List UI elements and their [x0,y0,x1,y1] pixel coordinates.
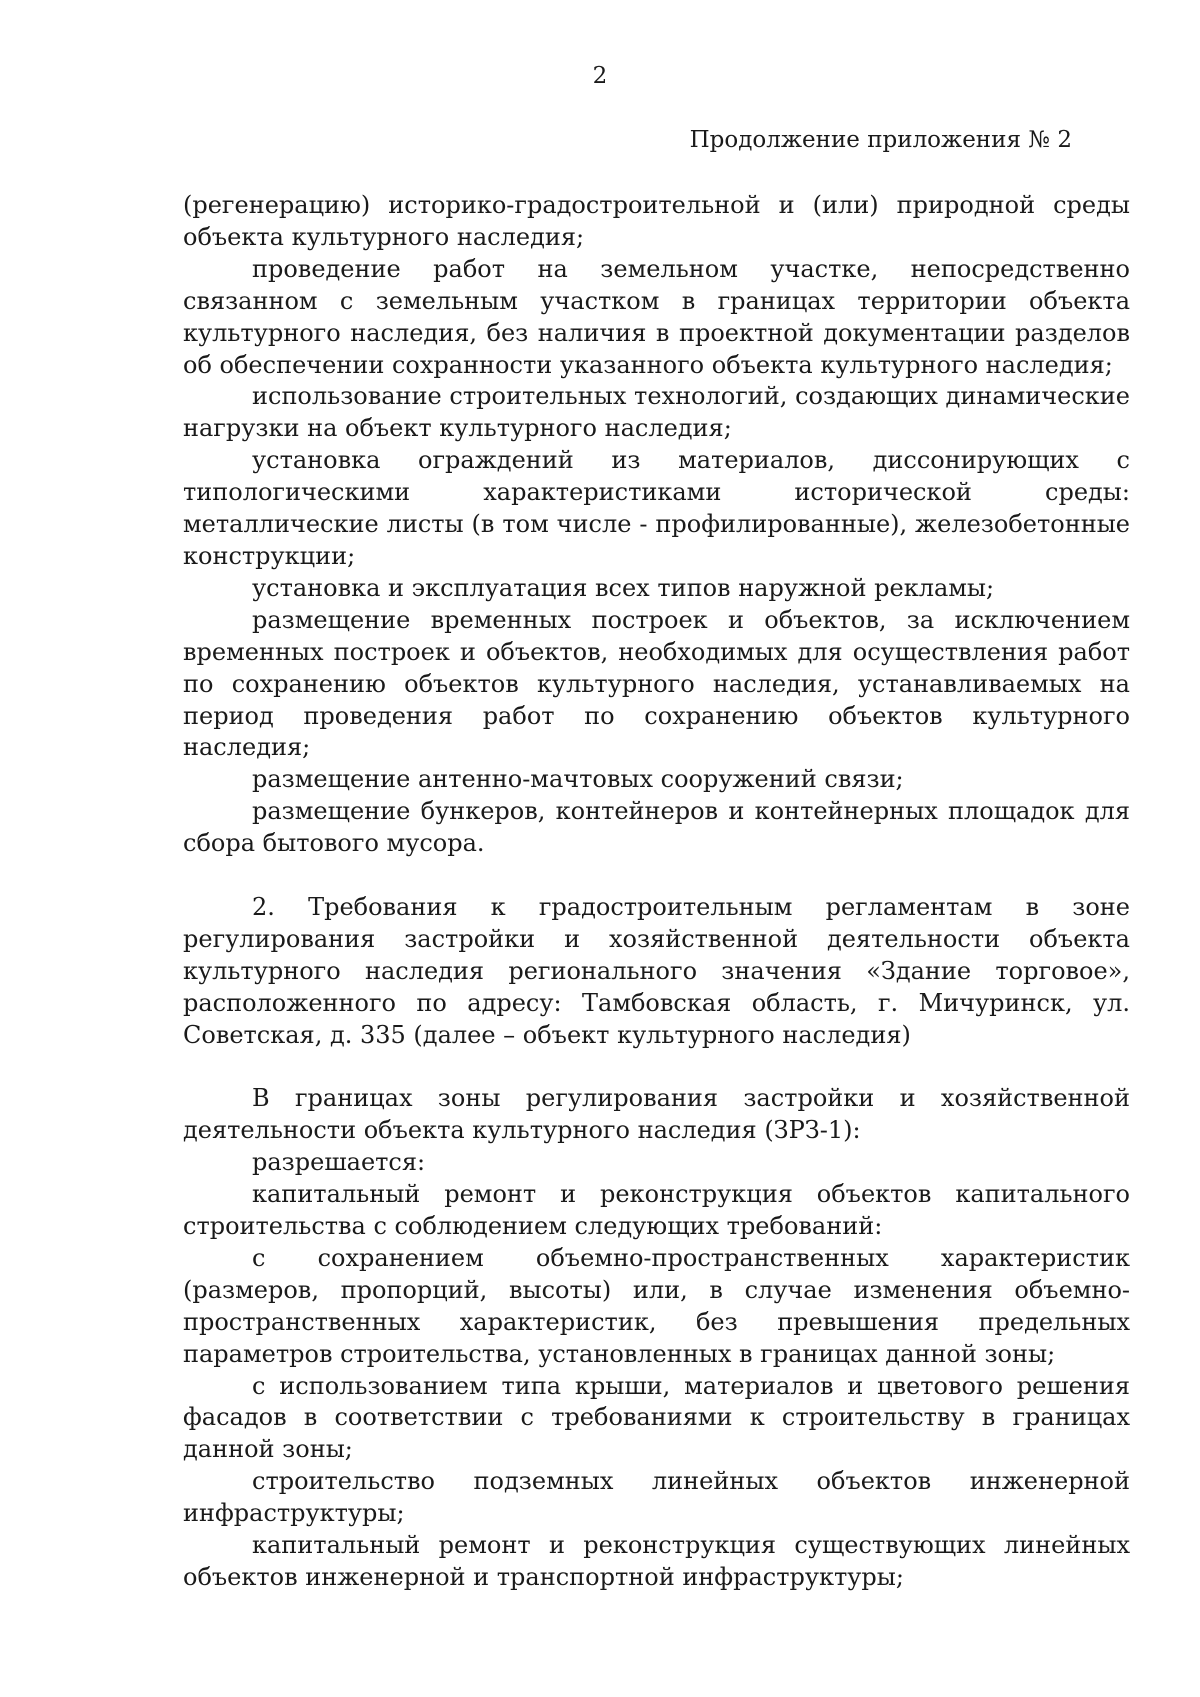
paragraph: (регенерацию) историко-градостроительной и (или) природной среды объекта культурного наследия; [183,191,1130,251]
paragraph: размещение бункеров, контейнеров и контейнерных площадок для сбора бытового мусора. [183,797,1130,858]
paragraph: капитальный ремонт и реконструкция существующих линейных объектов инженерной и транспортной инфраструктуры; [183,1531,1130,1591]
paragraph: размещение антенно-мачтовых сооружений связи; [252,765,904,794]
paragraph: использование строительных технологий, создающих динамические нагрузки на объект культурного наследия; [183,382,1130,443]
paragraph: установка и эксплуатация всех типов наружной рекламы; [252,573,995,602]
paragraph: разрешается: [252,1148,426,1177]
header-note: Продолжение приложения № 2 [689,127,1072,153]
paragraph: с сохранением объемно-пространственных характеристик (размеров, пропорций, высоты) или, в случае изменения объемно-пространственных характеристик, без превышения предельных параметров строительства, установленных в границах данной зоны; [183,1243,1130,1368]
paragraph: с использованием типа крыши, материалов и цветового решения фасадов в соответствии с требованиями к строительству в границах данной зоны; [183,1371,1130,1464]
paragraph: капитальный ремонт и реконструкция объектов капитального строительства с соблюдением следующих требований: [183,1180,1130,1240]
paragraph: размещение временных построек и объектов, за исключением временных построек и объектов, необходимых для осуществления работ по сохранению объектов культурного наследия, устанавливаемых на период проведения работ по сохранению объектов культурного наследия; [183,605,1130,762]
paragraph: В границах зоны регулирования застройки и хозяйственной деятельности объекта культурного наследия (ЗРЗ-1): [183,1084,1130,1145]
paragraph: установка ограждений из материалов, диссонирующих с типологическими характеристиками исторической среды: металлические листы (в том числе - профилированные), железобетонные конструкции; [183,446,1130,570]
paragraph: проведение работ на земельном участке, непосредственно связанном с земельным участком в границах территории объекта культурного наследия, без наличия в проектной документации разделов об обеспечении сохранности указанного объекта культурного наследия; [183,254,1130,379]
document-body [183,190,1130,1594]
section-heading: 2. Требования к градостроительным регламентам в зоне регулирования застройки и хозяйственной деятельности объекта культурного наследия регионального значения «Здание торговое», расположенного по адресу: Тамбовская область, г. Мичуринск, ул. Советская, д. 335 (далее – объект культурного наследия) [183,892,1130,1049]
paragraph: строительство подземных линейных объектов инженерной инфраструктуры; [183,1467,1130,1528]
page-number: 2 [592,63,608,89]
